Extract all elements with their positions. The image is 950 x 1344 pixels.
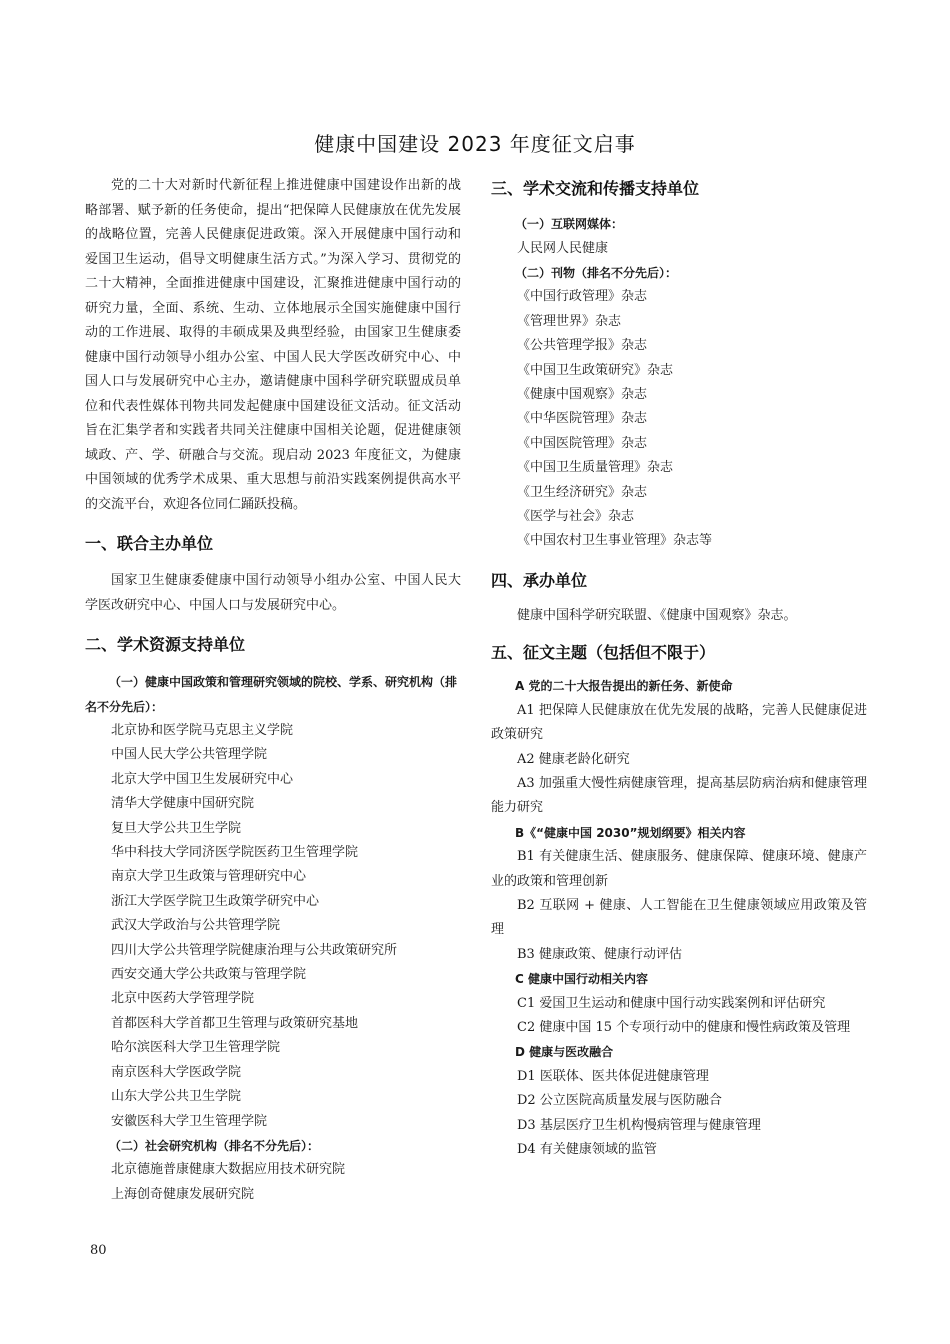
list-item: 四川大学公共管理学院健康治理与公共政策研究所 <box>111 942 398 958</box>
social-institution-list <box>85 1158 461 1207</box>
list-item: 《健康中国观察》杂志 <box>517 387 648 403</box>
topic-item: D3 基层医疗卫生机构慢病管理与健康管理 <box>517 1117 761 1133</box>
list-item: 北京中医药大学管理学院 <box>111 991 255 1007</box>
list-item: 上海创奇健康发展研究院 <box>111 1186 255 1202</box>
subsection-institutions: （一）健康中国政策和管理研究领域的院校、学系、研究机构（排名不分先后）： <box>85 675 458 714</box>
list-item: 《管理世界》杂志 <box>517 313 622 329</box>
topic-group-a: A 党的二十大报告提出的新任务、新使命 <box>515 679 733 694</box>
section-heading-academic-support: 二、学术资源支持单位 <box>85 635 246 654</box>
list-item: 浙江大学医学院卫生政策学研究中心 <box>111 893 320 909</box>
page-title: 健康中国建设 2023 年度征文启事 <box>314 132 636 156</box>
topic-item: D1 医联体、医共体促进健康管理 <box>517 1068 709 1084</box>
topic-item: B2 互联网 + 健康、人工智能在卫生健康领域应用政策及管理 <box>491 898 867 938</box>
list-item: 西安交通大学公共政策与管理学院 <box>111 967 307 983</box>
list-item: 复旦大学公共卫生学院 <box>111 820 242 836</box>
list-item: 《中国农村卫生事业管理》杂志等 <box>517 533 713 549</box>
topic-item: D4 有关健康领域的监管 <box>517 1142 657 1158</box>
list-item: 《中华医院管理》杂志 <box>517 411 648 427</box>
list-item: 安徽医科大学卫生管理学院 <box>111 1113 268 1129</box>
list-item: 哈尔滨医科大学卫生管理学院 <box>111 1040 281 1056</box>
topic-group-c: C 健康中国行动相关内容 <box>515 972 648 987</box>
left-column <box>85 174 461 1207</box>
subsection-social-institutions: （二）社会研究机构（排名不分先后）： <box>109 1138 320 1153</box>
topic-item: A1 把保障人民健康放在优先发展的战略，完善人民健康促进政策研究 <box>491 702 867 743</box>
topic-group-b: B《“健康中国 2030”规划纲要》相关内容 <box>515 825 746 840</box>
subsection-journals: （二）刊物（排名不分先后）： <box>515 265 678 280</box>
topic-item: A3 加强重大慢性病健康管理，提高基层防病治病和健康管理能力研究 <box>491 776 867 816</box>
list-item: 清华大学健康中国研究院 <box>111 796 255 812</box>
topic-item: A2 健康老龄化研究 <box>517 751 630 767</box>
list-item: 《中国行政管理》杂志 <box>517 289 648 305</box>
list-item: 北京德施普康健康大数据应用技术研究院 <box>111 1162 346 1178</box>
journal-list <box>491 285 867 553</box>
list-item: 《卫生经济研究》杂志 <box>517 484 648 500</box>
list-item: 北京协和医学院马克思主义学院 <box>111 723 294 738</box>
list-item: 华中科技大学同济医学院医药卫生管理学院 <box>111 845 359 861</box>
list-item: 《中国卫生政策研究》杂志 <box>517 362 674 378</box>
intro-paragraph: 党的二十大对新时代新征程上推进健康中国建设作出新的战略部署、赋予新的任务使命，提出“把保障人民健康放在优先发展的战略位置，完善人民健康促进政策。深入开展健康中国行动和爱国卫生运动，倡导文明健康生活方式。”为深入学习、贯彻党的二十大精神，全面推进健康中国建设，汇聚推进健康中国行动的研究力量，全面、系统、生动、立体地展示全国实施健康中国行动的工作进展、取得的丰硕成果及典型经验，由国家卫生健康委健康中国行动领导小组办公室、中国人民大学医改研究中心、中国人口与发展研究中心主办，邀请健康中国科学研究联盟成员单位和代表性媒体刊物共同发起健康中国建设征文活动。征文活动旨在汇集学者和实践者共同关注健康中国相关论题，促进健康领域政、产、学、研融合与交流。现启动 2023 年度征文，为健康中国领域的优秀学术成果、重大思想与前沿实践案例提供高水平的交流平台，欢迎各位同仁踊跃投稿。 <box>85 178 461 512</box>
sponsors-text: 国家卫生健康委健康中国行动领导小组办公室、中国人民大学医改研究中心、中国人口与发展研究中心。 <box>85 573 461 613</box>
section-heading-sponsors: 一、联合主办单位 <box>85 534 214 553</box>
subsection-internet-media: （一）互联网媒体： <box>515 217 624 231</box>
list-item: 北京大学中国卫生发展研究中心 <box>111 771 294 787</box>
section-heading-organizers: 四、承办单位 <box>491 570 588 590</box>
list-item: 《医学与社会》杂志 <box>517 509 635 525</box>
section-heading-topics: 五、征文主题（包括但不限于） <box>491 643 716 663</box>
right-column <box>491 174 867 1163</box>
list-item: 《公共管理学报》杂志 <box>517 338 648 354</box>
organizers-text: 健康中国科学研究联盟、《健康中国观察》杂志。 <box>517 607 797 623</box>
topic-item: C1 爱国卫生运动和健康中国行动实践案例和评估研究 <box>517 995 826 1011</box>
page-number: 80 <box>90 1243 107 1258</box>
topic-item: D2 公立医院高质量发展与医防融合 <box>517 1093 722 1109</box>
institution-list <box>85 719 461 1134</box>
list-item: 中国人民大学公共管理学院 <box>111 747 268 763</box>
list-item: 人民网人民健康 <box>517 240 609 256</box>
list-item: 武汉大学政治与公共管理学院 <box>111 918 281 934</box>
list-item: 南京大学卫生政策与管理研究中心 <box>111 869 307 885</box>
topic-item: B1 有关健康生活、健康服务、健康保障、健康环境、健康产业的政策和管理创新 <box>491 849 867 889</box>
topic-item: C2 健康中国 15 个专项行动中的健康和慢性病政策及管理 <box>517 1020 851 1036</box>
topic-group-d: D 健康与医改融合 <box>515 1045 614 1060</box>
list-item: 山东大学公共卫生学院 <box>111 1089 242 1105</box>
list-item: 《中国医院管理》杂志 <box>517 435 648 451</box>
list-item: 首都医科大学首都卫生管理与政策研究基地 <box>111 1015 359 1031</box>
list-item: 南京医科大学医政学院 <box>111 1064 242 1080</box>
section-heading-media-support: 三、学术交流和传播支持单位 <box>491 179 700 198</box>
list-item: 《中国卫生质量管理》杂志 <box>517 460 674 476</box>
topic-item: B3 健康政策、健康行动评估 <box>517 946 682 962</box>
